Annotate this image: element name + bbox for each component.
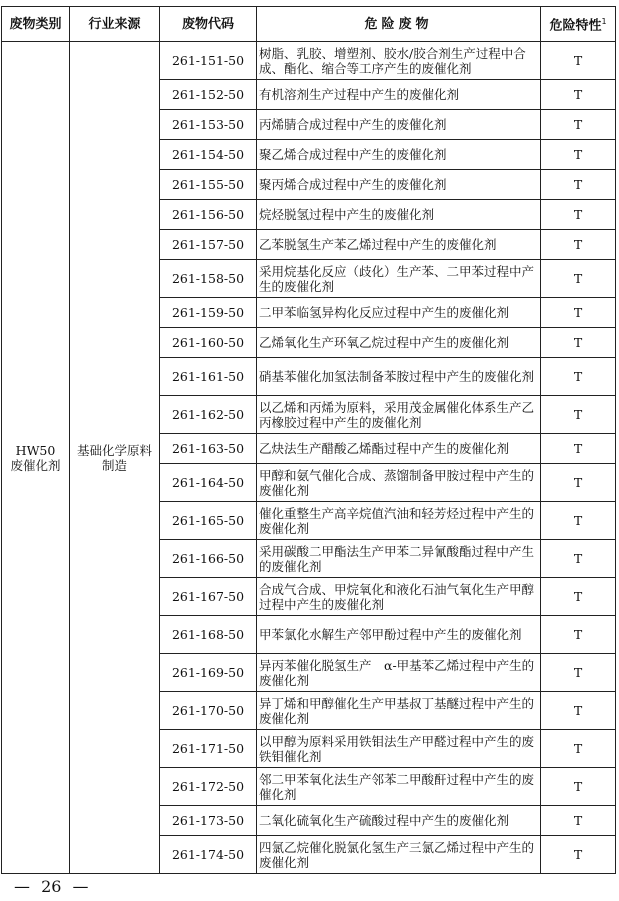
hazardous-waste-table — [1, 6, 616, 874]
hazard-property-cell: T — [541, 730, 616, 768]
waste-code-cell: 261-174-50 — [160, 836, 257, 874]
waste-code-cell: 261-172-50 — [160, 768, 257, 806]
waste-code-cell: 261-156-50 — [160, 200, 257, 230]
hazard-property-cell: T — [541, 806, 616, 836]
hazard-property-cell: T — [541, 42, 616, 80]
hazardous-waste-description-cell: 乙苯脱氢生产苯乙烯过程中产生的废催化剂 — [257, 230, 541, 260]
hazardous-waste-description-cell: 丙烯腈合成过程中产生的废催化剂 — [257, 110, 541, 140]
hazardous-waste-description-cell: 采用烷基化反应（歧化）生产苯、二甲苯过程中产生的废催化剂 — [257, 260, 541, 298]
waste-code-cell: 261-152-50 — [160, 80, 257, 110]
page-footer — [14, 877, 89, 896]
waste-code-cell: 261-170-50 — [160, 692, 257, 730]
header-hazard-property-label: 危险特性 — [549, 18, 602, 34]
hazard-property-cell: T — [541, 298, 616, 328]
hazardous-waste-description-cell: 合成气合成、甲烷氧化和液化石油气氧化生产甲醇过程中产生的废催化剂 — [257, 578, 541, 616]
hazard-property-cell: T — [541, 140, 616, 170]
waste-code-cell: 261-162-50 — [160, 396, 257, 434]
hazardous-waste-description-cell: 树脂、乳胶、增塑剂、胶水/胶合剂生产过程中合成、酯化、缩合等工序产生的废催化剂 — [257, 42, 541, 80]
waste-code-cell: 261-163-50 — [160, 434, 257, 464]
hazardous-waste-description-cell: 二氧化硫氧化生产硫酸过程中产生的废催化剂 — [257, 806, 541, 836]
waste-code-cell: 261-151-50 — [160, 42, 257, 80]
waste-code-cell: 261-166-50 — [160, 540, 257, 578]
hazard-property-cell: T — [541, 540, 616, 578]
hazard-property-cell: T — [541, 502, 616, 540]
industry-source-cell — [70, 42, 160, 874]
header-category: 废物类别 — [2, 7, 70, 42]
footer-dash-left: — — [14, 877, 30, 896]
table-header-row — [2, 7, 616, 42]
hazard-property-cell: T — [541, 110, 616, 140]
hazard-property-cell: T — [541, 260, 616, 298]
hazardous-waste-description-cell: 催化重整生产高辛烷值汽油和轻芳烃过程中产生的废催化剂 — [257, 502, 541, 540]
waste-code-cell: 261-158-50 — [160, 260, 257, 298]
hazardous-waste-description-cell: 甲醇和氨气催化合成、蒸馏制备甲胺过程中产生的废催化剂 — [257, 464, 541, 502]
waste-code-cell: 261-160-50 — [160, 328, 257, 358]
hazard-property-cell: T — [541, 768, 616, 806]
waste-category-name: 废催化剂 — [10, 457, 61, 473]
hazardous-waste-description-cell: 硝基苯催化加氢法制备苯胺过程中产生的废催化剂 — [257, 358, 541, 396]
hazardous-waste-description-cell: 烷烃脱氢过程中产生的废催化剂 — [257, 200, 541, 230]
waste-code-cell: 261-165-50 — [160, 502, 257, 540]
hazardous-waste-description-cell: 有机溶剂生产过程中产生的废催化剂 — [257, 80, 541, 110]
industry-source-line1: 基础化学原料 — [76, 442, 152, 458]
waste-code-cell: 261-167-50 — [160, 578, 257, 616]
hazardous-waste-description-cell: 四氯乙烷催化脱氯化氢生产三氯乙烯过程中产生的废催化剂 — [257, 836, 541, 874]
hazard-property-cell: T — [541, 616, 616, 654]
hazardous-waste-description-cell: 异丁烯和甲醇催化生产甲基叔丁基醚过程中产生的废催化剂 — [257, 692, 541, 730]
industry-source-line2: 制造 — [101, 457, 127, 473]
footer-dash-right: — — [72, 877, 89, 896]
waste-code-cell: 261-164-50 — [160, 464, 257, 502]
waste-category-cell — [2, 42, 70, 874]
waste-code-cell: 261-157-50 — [160, 230, 257, 260]
hazardous-waste-description-cell: 聚乙烯合成过程中产生的废催化剂 — [257, 140, 541, 170]
waste-code-cell: 261-171-50 — [160, 730, 257, 768]
waste-code-cell: 261-159-50 — [160, 298, 257, 328]
hazard-property-cell: T — [541, 836, 616, 874]
hazard-property-cell: T — [541, 434, 616, 464]
hazard-property-cell: T — [541, 464, 616, 502]
waste-code-cell: 261-155-50 — [160, 170, 257, 200]
waste-code-cell: 261-169-50 — [160, 654, 257, 692]
hazard-property-cell: T — [541, 170, 616, 200]
hazardous-waste-description-cell: 二甲苯临氢异构化反应过程中产生的废催化剂 — [257, 298, 541, 328]
hazard-property-cell: T — [541, 578, 616, 616]
hazardous-waste-description-cell: 采用碳酸二甲酯法生产甲苯二异氰酸酯过程中产生的废催化剂 — [257, 540, 541, 578]
header-industry: 行业来源 — [70, 7, 160, 42]
header-hazardous-waste: 危险废物 — [257, 7, 541, 42]
hazard-property-cell: T — [541, 692, 616, 730]
hazard-property-cell: T — [541, 80, 616, 110]
hazard-property-cell: T — [541, 230, 616, 260]
hazard-property-cell: T — [541, 358, 616, 396]
page-number: 26 — [41, 877, 62, 896]
waste-code-cell: 261-153-50 — [160, 110, 257, 140]
header-code: 废物代码 — [160, 7, 257, 42]
table-body — [2, 42, 616, 874]
hazardous-waste-description-cell: 乙烯氧化生产环氧乙烷过程中产生的废催化剂 — [257, 328, 541, 358]
hazardous-waste-description-cell: 邻二甲苯氧化法生产邻苯二甲酸酐过程中产生的废催化剂 — [257, 768, 541, 806]
hazardous-waste-description-cell: 以甲醇为原料采用铁钼法生产甲醛过程中产生的废铁钼催化剂 — [257, 730, 541, 768]
waste-code-cell: 261-161-50 — [160, 358, 257, 396]
hazard-property-cell: T — [541, 654, 616, 692]
hazard-property-cell: T — [541, 328, 616, 358]
hazardous-waste-description-cell: 聚丙烯合成过程中产生的废催化剂 — [257, 170, 541, 200]
hazardous-waste-description-cell: 甲苯氯化水解生产邻甲酚过程中产生的废催化剂 — [257, 616, 541, 654]
header-hazard-property — [541, 7, 616, 42]
hazardous-waste-description-cell: 以乙烯和丙烯为原料，采用茂金属催化体系生产乙丙橡胶过程中产生的废催化剂 — [257, 396, 541, 434]
hazard-property-cell: T — [541, 200, 616, 230]
hazard-property-cell: T — [541, 396, 616, 434]
waste-code-cell: 261-173-50 — [160, 806, 257, 836]
header-footnote-marker: 1 — [601, 17, 607, 27]
hazardous-waste-description-cell: 乙炔法生产醋酸乙烯酯过程中产生的废催化剂 — [257, 434, 541, 464]
waste-code-cell: 261-154-50 — [160, 140, 257, 170]
waste-category-code: HW50 — [15, 442, 56, 458]
hazardous-waste-description-cell: 异丙苯催化脱氢生产 α-甲基苯乙烯过程中产生的废催化剂 — [257, 654, 541, 692]
waste-code-cell: 261-168-50 — [160, 616, 257, 654]
table-row — [2, 42, 616, 80]
